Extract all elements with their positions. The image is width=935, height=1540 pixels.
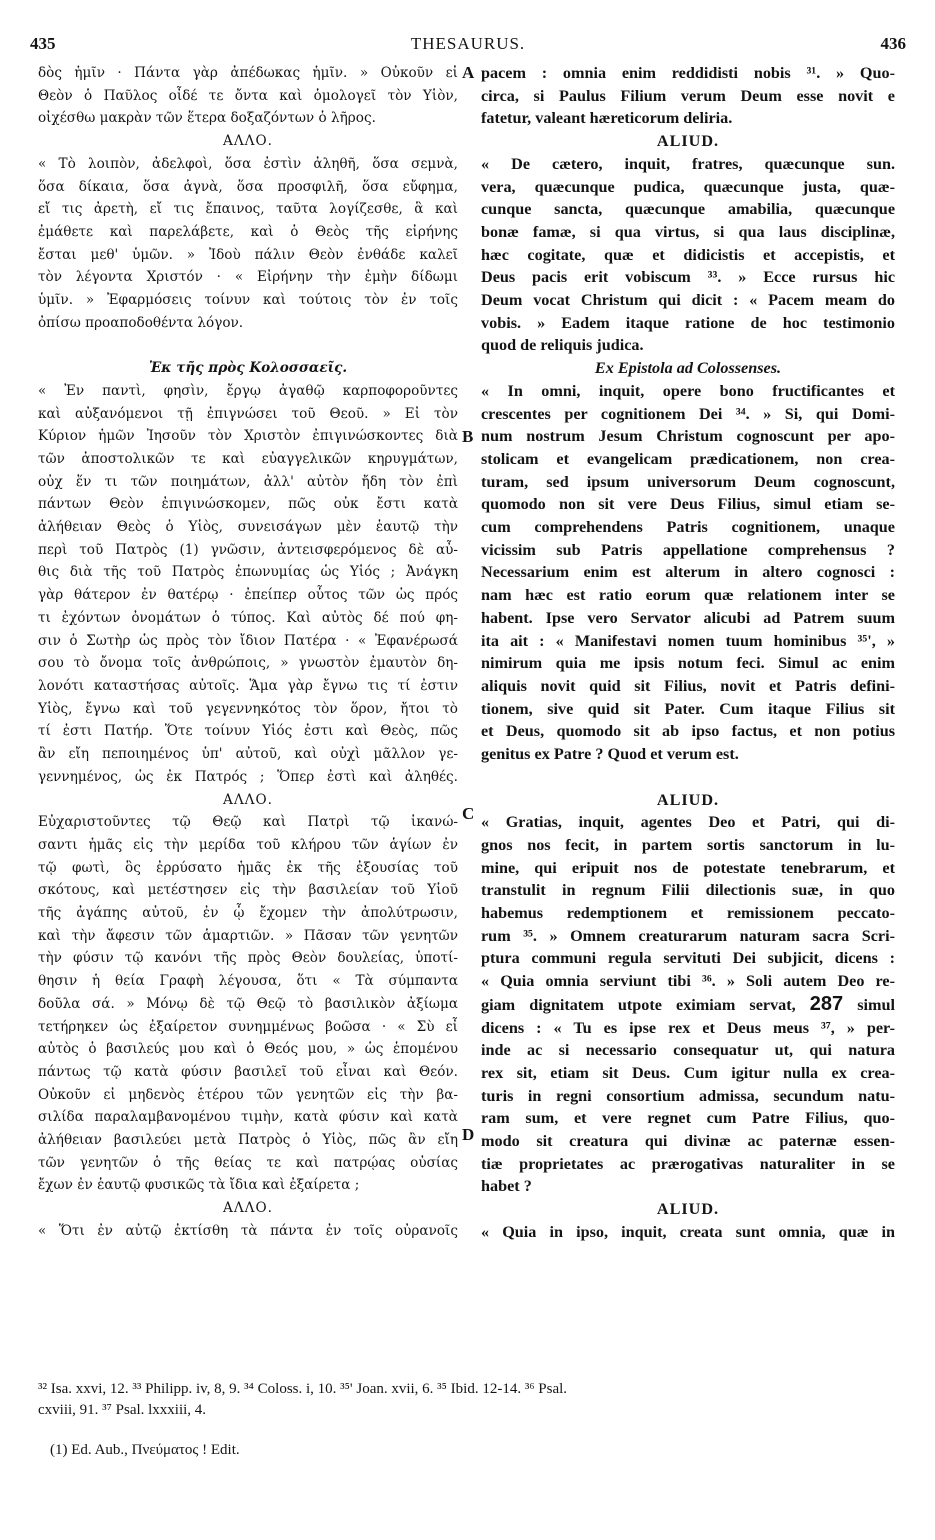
section-heading: ΑΛΛΟ. — [223, 133, 273, 150]
text-line: ὅσα δίκαια, ὅσα ἁγνὰ, ὅσα προσφιλῆ, ὅσα εὔφημα, — [38, 178, 458, 195]
text-line: gnos nos fecit, in partem sortis sanctorum in lu- — [481, 835, 895, 854]
text-line: num nostrum Jesum Christum cognoscunt per apo- — [481, 427, 895, 446]
text-line: θις διὰ τῆς τοῦ Πατρὸς ἐπωνυμίας ὡς Υἱός ; Ἀνάγκη — [38, 564, 458, 581]
page-number-right: 436 — [880, 34, 906, 53]
text-line: « Gratias, inquit, agentes Deo et Patri, qui di- — [481, 813, 895, 832]
text-line: πάντων Θεὸν ἐπιγινώσκομεν, πῶς οὐκ ἔστι κατὰ — [38, 496, 458, 513]
text-line: τῶν ἀποστολικῶν τε καὶ εὐαγγελικῶν κηρυγμάτων, — [38, 450, 458, 467]
text-line: ὀπίσω προαποδοθέντα λόγον. — [38, 314, 244, 331]
blank-line — [481, 766, 895, 789]
scripture-references — [38, 1379, 896, 1421]
text-line: Deus pacis erit vobiscum ³³. » Ecce rursus hic — [481, 268, 895, 287]
text-line: γεννημένος, ὡς ἐκ Πατρός ; Ὅπερ ἐστὶ καὶ ἀληθές. — [38, 768, 458, 785]
text-line: dicens : « Tu es ipse rex et Deus meus ³⁷, » per- — [481, 1018, 895, 1037]
text-line: nimirum quia me ipsis notum feci. Simul ac enim — [481, 654, 895, 673]
text-line: quomodo non sit vere Deus Filius, simul etiam se- — [481, 495, 895, 514]
text-line: vera, quæcunque pudica, quæcunque justa, quæ- — [481, 177, 895, 196]
text-line: « Quia omnia serviunt tibi ³⁶. » Soli autem Deo re- — [481, 972, 895, 991]
text-line: εἴ τις ἀρετὴ, εἴ τις ἔπαινος, ταῦτα λογίζεσθε, ἃ καὶ — [38, 201, 458, 218]
text-line: σαντι ἡμᾶς εἰς τὴν μερίδα τοῦ κλήρου τῶν ἁγίων ἐν — [38, 836, 458, 853]
text-line: quod de reliquis judica. — [481, 336, 644, 355]
text-line: αὐτὸς ὁ βασιλεύς μου καὶ ὁ Θεός μου, » ὡς ἑπομένου — [38, 1041, 458, 1058]
text-line: τι ἐχόντων ὀνομάτων ὁ τύπος. Καὶ αὐτὸς δέ πού φη- — [38, 609, 458, 626]
column-number: 287 — [809, 992, 844, 1015]
margin-letter-b: B — [462, 427, 474, 446]
section-heading: ALIUD. — [656, 1200, 720, 1219]
text-line: rum ³⁵. » Omnem creaturarum naturam sacra Scri- — [481, 926, 895, 945]
text-line: « De cætero, inquit, fratres, quæcunque sun. — [481, 154, 895, 173]
section-subheading: Ἐκ τῆς πρὸς Κολοσσαεῖς. — [148, 360, 348, 377]
running-head — [30, 34, 906, 56]
text-line: τί ἐστι Πατήρ. Ὅτε τοίνυν Υἱός ἐστι καὶ Θεὸς, πῶς — [38, 723, 458, 740]
editorial-footnote: (1) Ed. Aub., Πνεύματος ! Edit. — [50, 1442, 240, 1458]
text-line: « Ὅτι ἐν αὐτῷ ἐκτίσθη τὰ πάντα ἐν τοῖς οὐρανοῖς — [38, 1222, 458, 1239]
text-line: mine, qui eripuit nos de potestate tenebrarum, et — [481, 858, 895, 877]
text-line: τὸν λέγοντα Χριστόν · « Εἰρήνην τὴν ἐμὴν δίδωμι — [38, 269, 458, 286]
text-line: τῶν γενητῶν ὁ τῆς θείας τε καὶ πατρῴας οὐσίας — [38, 1154, 458, 1171]
text-line: Θεὸν ὁ Παῦλος οἶδέ τε ὄντα καὶ ὁμολογεῖ τὸν Υἱὸν, — [38, 87, 458, 104]
text-line: ram sum, et vere regnet cum Patre Filius, quo- — [481, 1109, 895, 1128]
running-title: THESAURUS. — [410, 34, 526, 53]
text-line: aliquis novit quid sit Filius, novit et Patris defini- — [481, 676, 895, 695]
section-subheading: Ex Epistola ad Colossenses. — [594, 359, 782, 378]
text-line: τῷ φωτὶ, ὃς ἐρρύσατο ἡμᾶς ἐκ τῆς ἐξουσίας τοῦ — [38, 859, 458, 876]
text-line: « Τὸ λοιπὸν, ἀδελφοὶ, ὅσα ἐστὶν ἀληθῆ, ὅσα σεμνὰ, — [38, 155, 458, 172]
blank-line — [38, 334, 458, 357]
text-line: δοῦλα σά. » Μόνῳ δὲ τῷ Θεῷ τὸ βασιλικὸν ἀξίωμα — [38, 995, 458, 1012]
section-heading: ΑΛΛΟ. — [223, 1200, 273, 1217]
text-line: circa, si Paulus Filium verum Deum esse novit e — [481, 86, 895, 105]
text-line: λονότι καταστήσας αὐτοῖς. Ἅμα γὰρ ἔγνω τις τί ἐστιν — [38, 677, 458, 694]
text-line: nam hæc est ratio eorum quæ relationem inter se — [481, 586, 895, 605]
text-line: Deum vocat Christum qui dicit : « Pacem meam do — [481, 291, 895, 310]
text-line: fatetur, valeant hæreticorum deliria. — [481, 109, 733, 128]
text-line: cunque sancta, quæcunque amabilia, quæcunque — [481, 200, 895, 219]
text-line: vicissim sub Patris appellatione comprehensus ? — [481, 540, 895, 559]
text-line: et Deus, quomodo sit ab ipso factus, et non potius — [481, 722, 895, 741]
text-line: giam dignitatem utpote eximiam servat, 287 simul — [481, 992, 895, 1015]
text-line: ἐμάθετε καὶ παρελάβετε, καὶ ὁ Θεὸς τῆς εἰρήνης — [38, 223, 458, 240]
text-line: τετήρηκεν ὡς ἐξαίρετον συνημμένως βοῶσα · « Σὺ εἶ — [38, 1018, 458, 1035]
reference-line: cxviii, 91. ³⁷ Psal. lxxxiii, 4. — [38, 1402, 207, 1418]
text-line: ἀλήθειαν βασιλεύει μετὰ Πατρὸς ὁ Υἱὸς, πῶς ἂν εἴη — [38, 1132, 458, 1149]
text-line: ἂν εἴη πεποιημένος ὑπ' αὐτοῦ, καὶ οὐχὶ μᾶλλον γε- — [38, 746, 458, 763]
text-line: « Ἐν παντὶ, φησὶν, ἔργῳ ἀγαθῷ καρποφοροῦντες — [38, 382, 458, 399]
text-line: περὶ τοῦ Πατρὸς (1) γνῶσιν, ἀντεισφερόμενος δὲ αὖ- — [38, 541, 458, 558]
text-line: γὰρ θάτερον ἐν θατέρῳ · ἐπείπερ οὗτος τῶν ὡς πρός — [38, 587, 458, 604]
text-line: θησιν ἡ θεία Γραφὴ λέγουσα, ὅτι « Τὰ σύμπαντα — [38, 973, 458, 990]
text-line: καὶ αὐξανόμενοι τῇ ἐπιγνώσει τοῦ Θεοῦ. » Εἰ τὸν — [38, 405, 458, 422]
text-line: pacem : omnia enim reddidisti nobis ³¹. » Quo- — [481, 64, 895, 82]
text-line: vobis. » Eadem itaque ratione de hoc testimonio — [481, 313, 895, 332]
text-line: σιλίδα παραλαμβανομένου τιμὴν, κατὰ φύσιν καὶ κατὰ — [38, 1109, 458, 1126]
text-line: ὑμῖν. » Ἐφαρμόσεις τοίνυν καὶ τούτοις τὸν ἐν τοῖς — [38, 292, 458, 309]
section-heading: ALIUD. — [656, 132, 720, 151]
text-line: rex sit, etiam sit Deus. Cum igitur nulla ex crea- — [481, 1063, 895, 1082]
text-line: πάντως τῷ κατὰ φύσιν βασιλεῖ τοῦ εἶναι καὶ Θεόν. — [38, 1063, 458, 1080]
margin-letter-d: D — [462, 1125, 475, 1144]
text-line: ita ait : « Manifestavi nomen tuum hominibus ³⁵', » — [481, 631, 895, 650]
text-line: ἔχων ἐν ἑαυτῷ φυσικῶς τὰ ἴδια καὶ ἐξαίρετα ; — [38, 1177, 360, 1194]
text-line: Εὐχαριστοῦντες τῷ Θεῷ καὶ Πατρὶ τῷ ἱκανώ- — [38, 814, 458, 831]
text-line: τῆς ἀγάπης αὐτοῦ, ἐν ᾧ ἔχομεν τὴν ἀπολύτρωσιν, — [38, 905, 458, 922]
text-line: turam, sed ipsum universorum Deum cognoscunt, — [481, 472, 895, 491]
latin-column — [481, 62, 895, 1362]
section-heading: ALIUD. — [656, 790, 720, 809]
text-line: σιν ὁ Σωτὴρ ὡς πρὸς τὸν ἴδιον Πατέρα · « Ἐφανέρωσά — [38, 632, 458, 649]
text-line: habemus redemptionem et remissionem peccato- — [481, 904, 895, 923]
text-line: inde ac si necessario consequatur ut, qui natura — [481, 1041, 895, 1060]
text-line: Necessarium enim est alterum in altero cognosci : — [481, 563, 895, 582]
text-line: habent. Ipse vero Servator alicubi ad Patrem suum — [481, 608, 895, 627]
text-line: « Quia in ipso, inquit, creata sunt omnia, quæ in — [481, 1222, 895, 1241]
text-line: ἀλήθειαν Θεὸς ὁ Υἱὸς, συνεισάγων μὲν ἑαυτῷ τὴν — [38, 519, 458, 536]
section-heading: ΑΛΛΟ. — [223, 791, 273, 808]
text-line: τὴν φύσιν τῷ κανόνι τῆς πρὸς Θεὸν δουλείας, ὑποτί- — [38, 950, 458, 967]
text-line: transtulit in regnum Filii dilectionis suæ, in quo — [481, 881, 895, 900]
text-line: crescentes per cognitionem Dei ³⁴. » Si, qui Domi- — [481, 404, 895, 423]
text-line: οἰχέσθω μακρὰν τῶν ἕτερα δοξαζόντων ὁ λῆρος. — [38, 110, 376, 127]
text-line: habet ? — [481, 1177, 532, 1196]
text-line: genitus ex Patre ? Quod et verum est. — [481, 745, 739, 764]
text-line: tionem, sive quid sit Pater. Cum itaque Filius sit — [481, 699, 895, 718]
reference-line: ³² Isa. xxvi, 12. ³³ Philipp. iv, 8, 9. ³⁴ Coloss. i, 10. ³⁵' Joan. xvii, 6. ³⁵ Ibid. 12-14. ³⁶ Psal. — [38, 1381, 568, 1397]
text-line: δὸς ἡμῖν · Πάντα γὰρ ἀπέδωκας ἡμῖν. » Οὐκοῦν εἰ — [38, 65, 458, 81]
text-line: σου τὸ ὄνομα τοῖς ἀνθρώποις, » γνωστὸν ἐμαυτὸν δη- — [38, 655, 458, 672]
text-line: cum comprehendens Patris cognitionem, unaque — [481, 518, 895, 537]
text-line: hæc cogitate, quæ et didicistis et accepistis, et — [481, 245, 895, 264]
text-line: Υἱὸς, ἔγνω καὶ τοῦ γεγεννηκότος τὸν ὅρον, ἤτοι τὸ — [38, 700, 458, 717]
text-line: σκότους, καὶ μετέστησεν εἰς τὴν βασιλείαν τοῦ Υἱοῦ — [38, 882, 458, 899]
text-line: modo sit creatura qui divinæ ac paternæ essen- — [481, 1132, 895, 1151]
text-line: ἔσται μεθ' ὑμῶν. » Ἰδοὺ πάλιν Θεὸν ἐνθάδε καλεῖ — [38, 246, 458, 263]
text-line: Οὐκοῦν εἰ μηδενὸς ἑτέρου τῶν γενητῶν εἰς τὴν βα- — [38, 1086, 458, 1103]
text-line: stolicam et evangelicam prædicationem, non crea- — [481, 449, 895, 468]
text-line: turis in regni consortium admissa, secundum natu- — [481, 1086, 895, 1105]
margin-letter-a: A — [462, 63, 475, 82]
text-line: bonæ famæ, si qua virtus, si qua laus disciplinæ, — [481, 222, 895, 241]
text-line: οὐχ ἕν τι τῶν ποιημάτων, ἀλλ' αὐτὸν ἤδη τὸν ἐπὶ — [38, 473, 458, 490]
text-line: καὶ τὴν ἄφεσιν τῶν ἁμαρτιῶν. » Πᾶσαν τῶν γενητῶν — [38, 927, 458, 944]
text-line: Κύριον ἡμῶν Ἰησοῦν τὸν Χριστὸν ἐπιγινώσκοντες διὰ — [38, 428, 458, 445]
page-number-left: 435 — [30, 34, 56, 53]
text-line: tiæ proprietates ac prærogativas naturaliter in se — [481, 1154, 895, 1173]
text-line: « In omni, inquit, opere bono fructificantes et — [481, 381, 895, 400]
margin-letter-c: C — [462, 804, 475, 823]
greek-column — [38, 62, 458, 1362]
text-line: ptura communi regula servituti Dei subjicit, dicens : — [481, 949, 895, 968]
